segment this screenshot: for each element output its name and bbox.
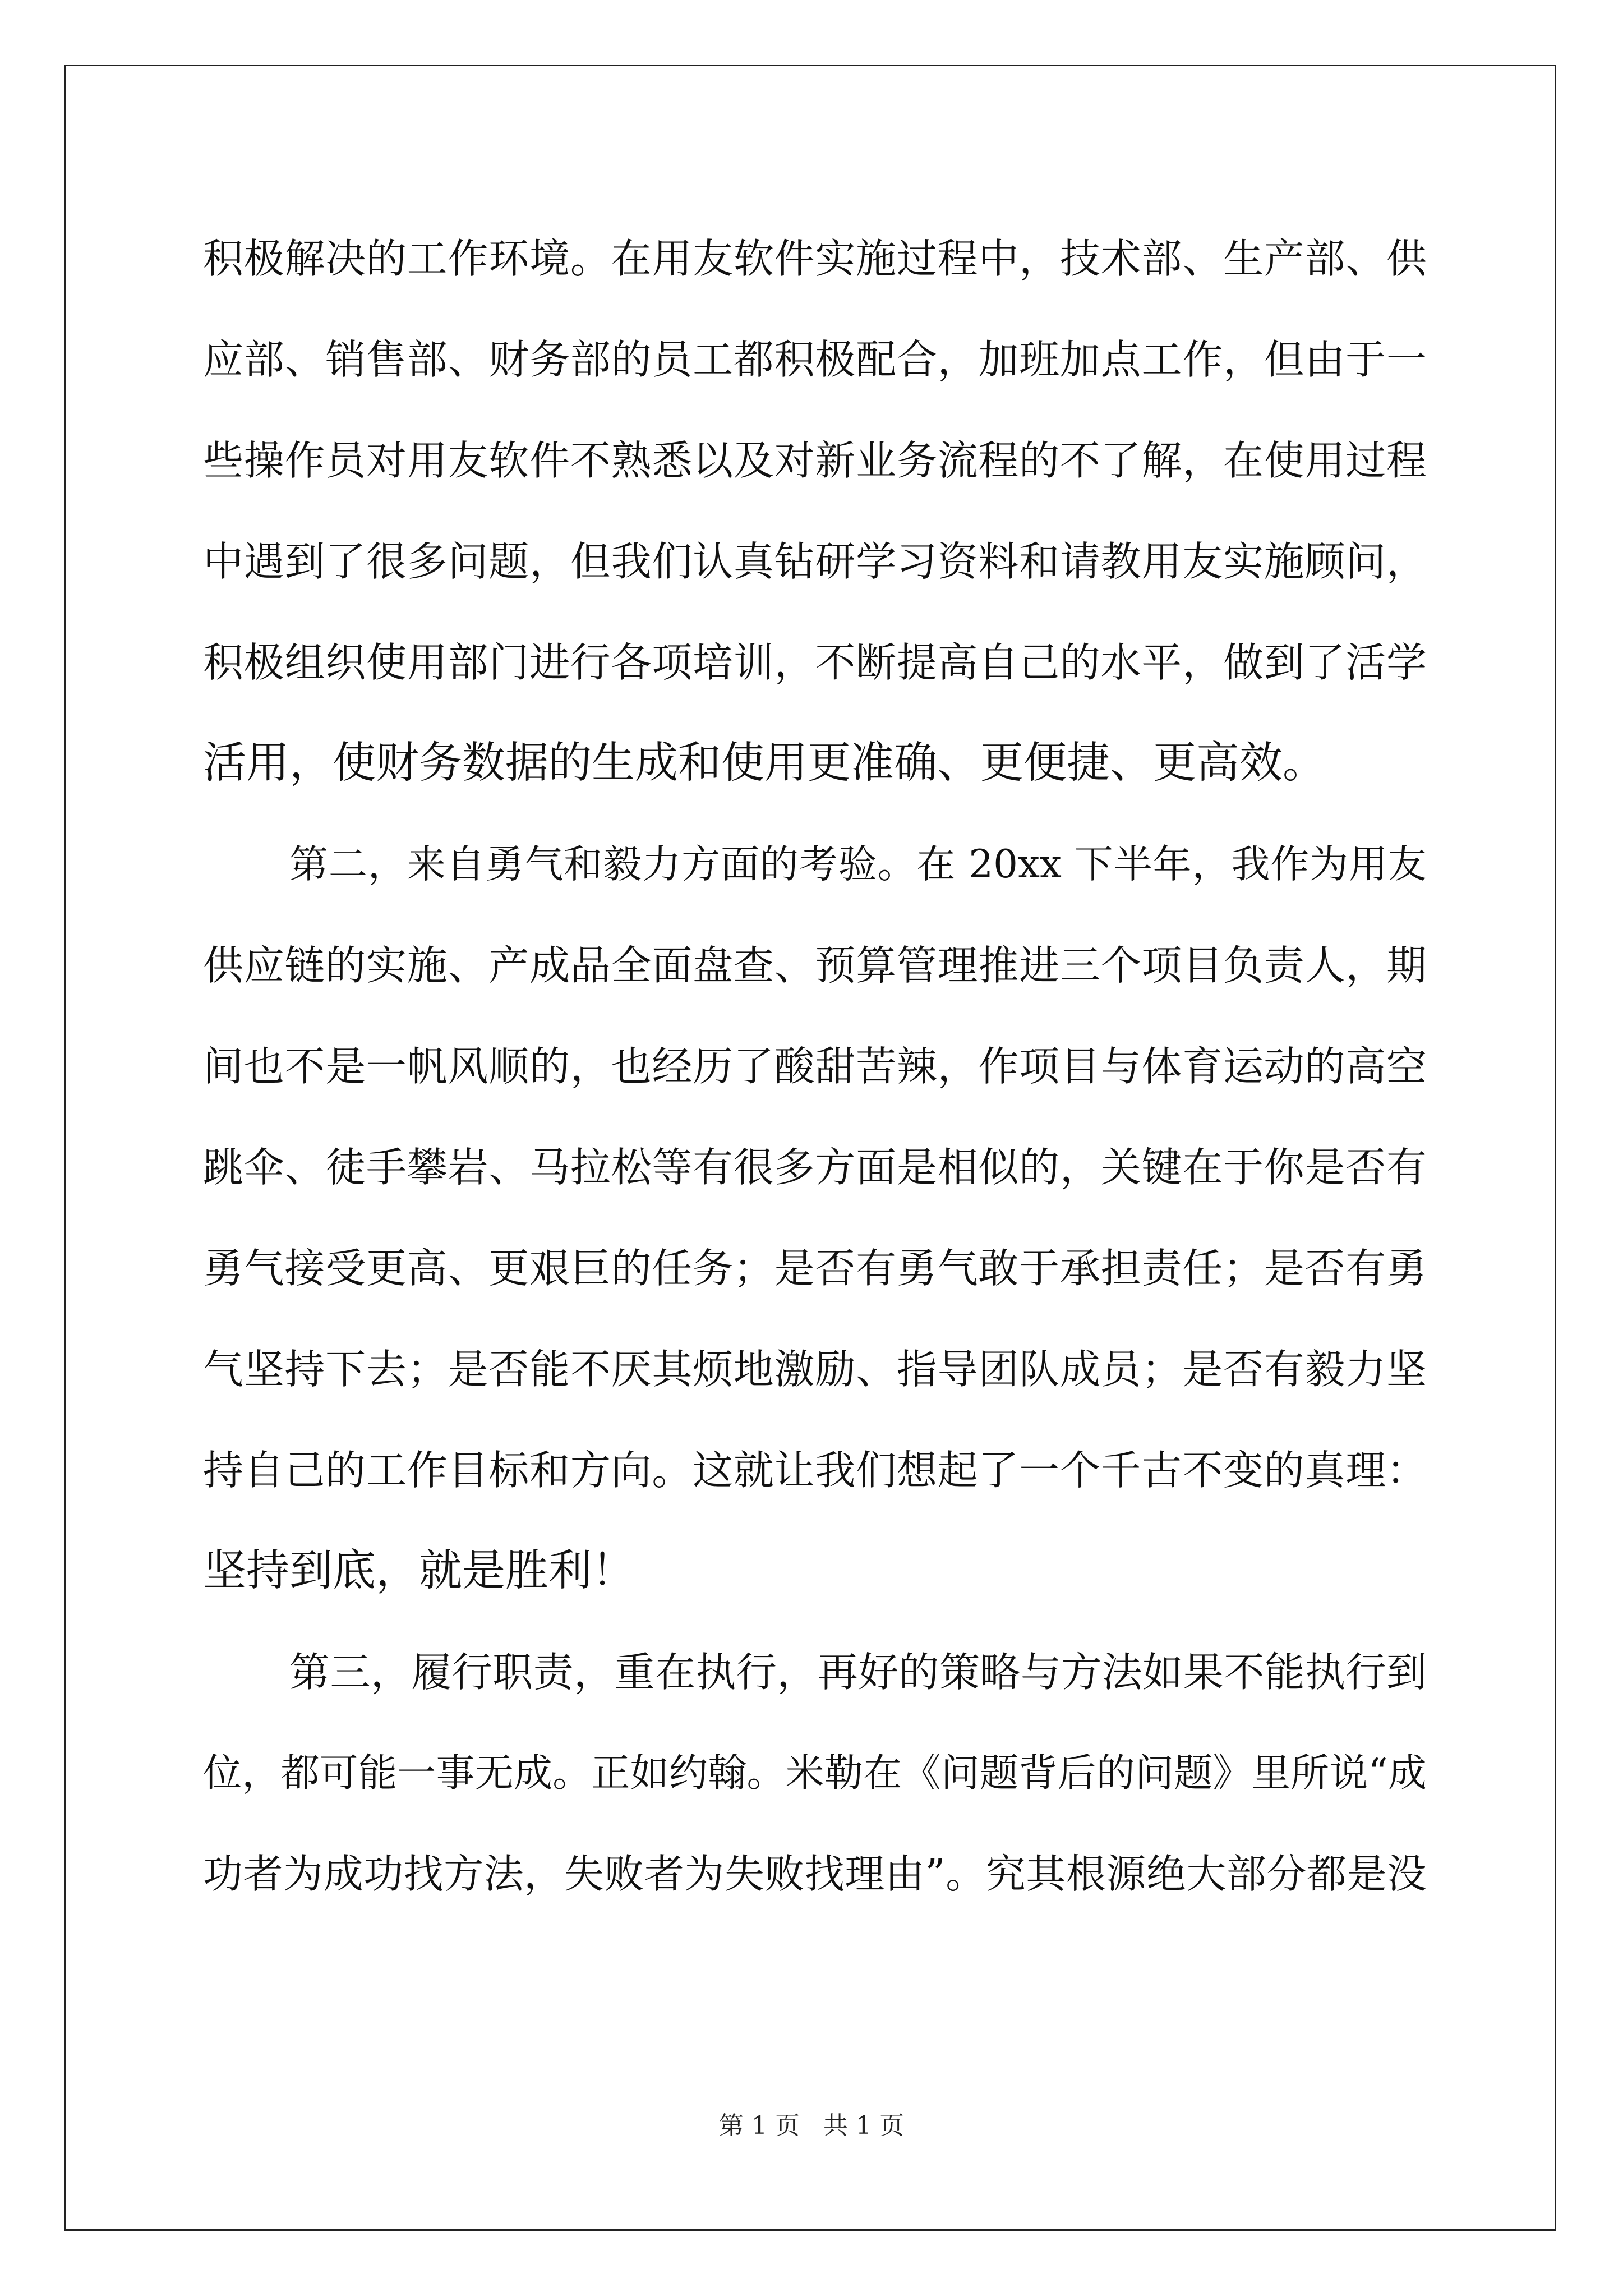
text-line: 供应链的实施、产成品全面盘查、预算管理推进三个项目负责人，期 [203,942,1427,989]
text-line: 位，都可能一事无成。正如约翰。米勒在《问题背后的问题》里所说“成 [203,1751,1427,1796]
text-line: 第三，履行职责，重在执行，再好的策略与方法如果不能执行到 [289,1649,1427,1696]
document-body [203,208,1427,1925]
text-line: 积极解决的工作环境。在用友软件实施过程中，技术部、生产部、供 [203,235,1427,282]
text-line: 功者为成功找方法，失败者为失败找理由”。究其根源绝大部分都是没 [203,1851,1427,1897]
text-line: 勇气接受更高、更艰巨的任务；是否有勇气敢于承担责任；是否有勇 [203,1245,1427,1292]
text-line: 坚持到底，就是胜利！ [203,1546,635,1596]
text-line: 持自己的工作目标和方向。这就让我们想起了一个千古不变的真理： [203,1447,1427,1494]
text-line: 间也不是一帆风顺的，也经历了酸甜苦辣，作项目与体育运动的高空 [203,1043,1427,1090]
text-line: 气坚持下去；是否能不厌其烦地激励、指导团队成员；是否有毅力坚 [203,1346,1427,1393]
text-line: 应部、销售部、财务部的员工都积极配合，加班加点工作，但由于一 [203,336,1427,383]
page-number-footer: 第 1 页 共 1 页 [719,2111,904,2140]
text-line: 活用，使财务数据的生成和使用更准确、更便捷、更高效。 [203,738,1326,788]
text-line: 积极组织使用部门进行各项培训，不断提高自己的水平，做到了活学 [203,639,1427,686]
text-line: 第二，来自勇气和毅力方面的考验。在 20xx 下半年，我作为用友 [289,842,1427,887]
text-line: 中遇到了很多问题，但我们认真钻研学习资料和请教用友实施顾问， [203,538,1427,585]
text-line: 些操作员对用友软件不熟悉以及对新业务流程的不了解，在使用过程 [203,437,1427,484]
text-line: 跳伞、徒手攀岩、马拉松等有很多方面是相似的，关键在于你是否有 [203,1144,1427,1191]
